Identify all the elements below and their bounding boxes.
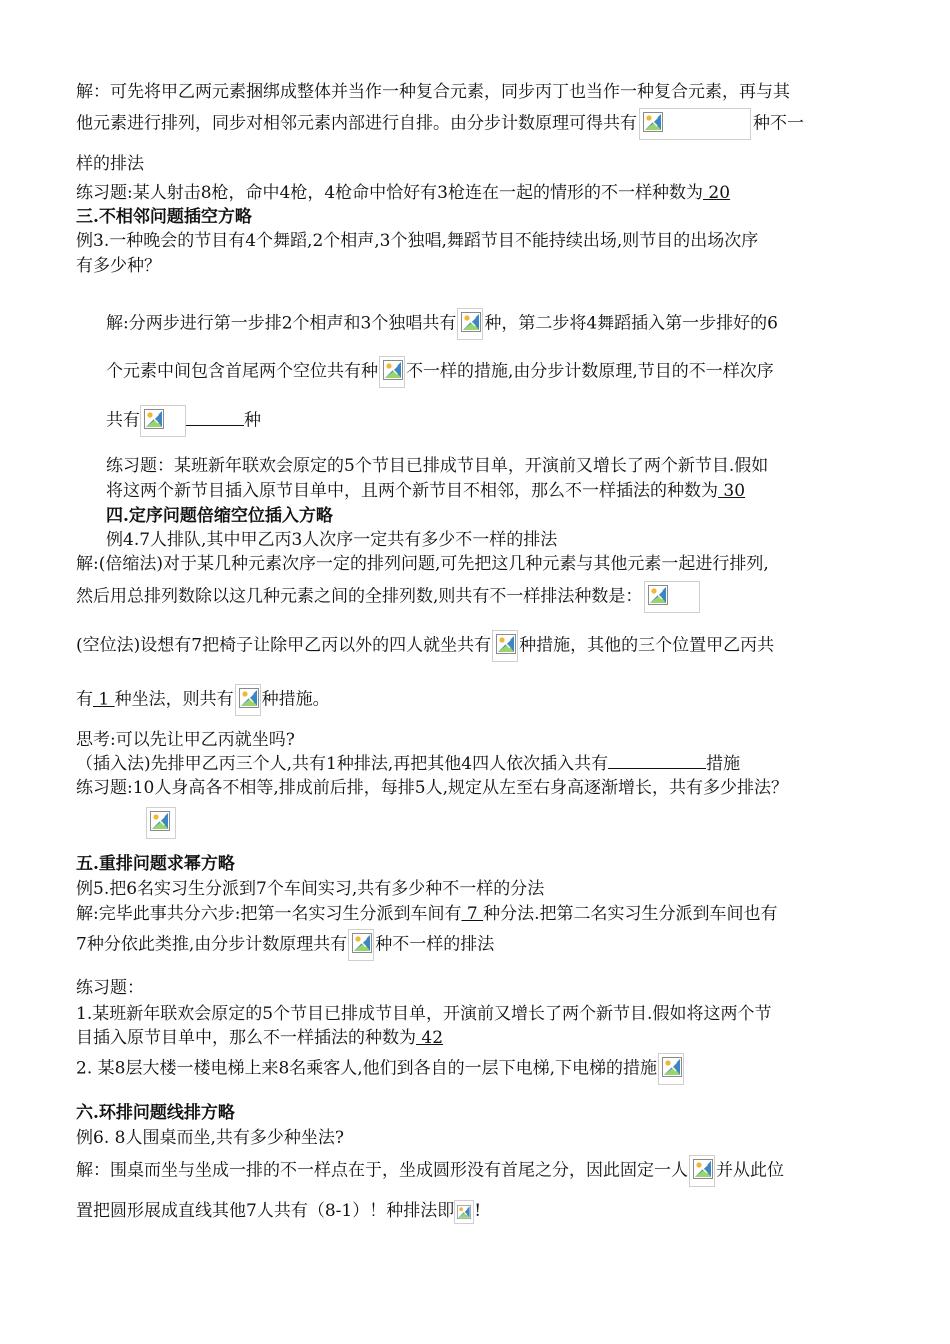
- answer: 30: [718, 481, 746, 501]
- text-line: 将这两个新节目插入原节目单中，且两个新节目不相邻，那么不一样插法的种数为 30: [106, 481, 746, 501]
- text-line: 解:分两步进行第一步排2个相声和3个独唱共有 种，第二步将4舞蹈插入第一步排好的6: [106, 308, 778, 340]
- text-line: 置把圆形展成直线其他7人共有（8-1）！种排法即 !: [76, 1199, 481, 1224]
- broken-image-icon: [689, 1155, 715, 1187]
- text-line: (空位法)设想有7把椅子让除甲乙丙以外的四人就坐共有 种措施，其他的三个位置甲乙丙共: [76, 630, 774, 662]
- broken-image-icon: [140, 405, 186, 437]
- text-line: 目插入原节目单中，那么不一样插法的种数为 42: [76, 1028, 444, 1048]
- text-line: 解：可先将甲乙两元素捆绑成整体并当作一种复合元素，同步丙丁也当作一种复合元素，再与其: [76, 82, 790, 102]
- text-line: 练习题:某人射击8枪，命中4枪，4枪命中恰好有3枪连在一起的情形的不一样种数为 20: [76, 183, 731, 203]
- text-line: 练习题：某班新年联欢会原定的5个节目已排成节目单，开演前又增长了两个新节目.假如: [106, 456, 769, 476]
- text-line: 个元素中间包含首尾两个空位共有种 不一样的措施,由分步计数原理,节目的不一样次序: [106, 356, 774, 388]
- section-heading: 四.定序问题倍缩空位插入方略: [106, 506, 333, 526]
- broken-image-icon: [348, 929, 374, 961]
- text-line: 思考:可以先让甲乙丙就坐吗?: [76, 730, 295, 750]
- text-line: 例6. 8人围桌而坐,共有多少种坐法?: [76, 1128, 344, 1148]
- text-line: 样的排法: [76, 154, 144, 174]
- broken-image-icon: [235, 684, 261, 716]
- answer: 20: [703, 183, 731, 203]
- text-line: 7种分依此类推,由分步计数原理共有 种不一样的排法: [76, 929, 494, 961]
- broken-image-icon: [457, 308, 483, 340]
- text-line: 解：围桌而坐与坐成一排的不一样点在于，坐成圆形没有首尾之分，因此固定一人 并从此位: [76, 1155, 784, 1187]
- section-heading: 六.环排问题线排方略: [76, 1103, 235, 1123]
- text-line: 练习题：: [76, 978, 144, 998]
- answer: 42: [416, 1028, 444, 1048]
- section-heading: 三.不相邻问题插空方略: [76, 207, 252, 227]
- text-line: 解:完毕此事共分六步:把第一名实习生分派到车间有 7 种分法.把第二名实习生分派到车间也有: [76, 904, 778, 924]
- broken-image-icon: [658, 1053, 684, 1085]
- text-line: 例4.7人排队,其中甲乙丙3人次序一定共有多少不一样的排法: [106, 530, 558, 550]
- text-line: 2. 某8层大楼一楼电梯上来8名乘客人,他们到各自的一层下电梯,下电梯的措施: [76, 1053, 684, 1085]
- answer: 7: [461, 904, 484, 924]
- text-line: 例3.一种晚会的节目有4个舞蹈,2个相声,3个独唱,舞蹈节目不能持续出场,则节目的出场次序: [76, 231, 759, 251]
- text-line: 有 1 种坐法，则共有 种措施。: [76, 684, 330, 716]
- text-line: 例5.把6名实习生分派到7个车间实习,共有多少种不一样的分法: [76, 879, 545, 899]
- broken-image-icon: [146, 807, 176, 839]
- broken-image-icon: [454, 1200, 474, 1224]
- answer: 1: [93, 689, 115, 710]
- broken-image-icon: [379, 356, 405, 388]
- text-line: 解:(倍缩法)对于某几种元素次序一定的排列问题,可先把这几种元素与其他元素一起进行排列,: [76, 554, 769, 574]
- text-line: 有多少种？: [76, 256, 161, 276]
- text-line: （插入法)先排甲乙丙三个人,共有1种排法,再把其他4四人依次插入共有 措施: [76, 754, 741, 774]
- broken-image-icon: [492, 630, 518, 662]
- broken-image-icon: [644, 581, 700, 613]
- broken-image-icon: [639, 108, 751, 140]
- text-line: 然后用总排列数除以这几种元素之间的全排列数,则共有不一样排法种数是：: [76, 581, 700, 613]
- text-line: 他元素进行排列，同步对相邻元素内部进行自排。由分步计数原理可得共有 种不一: [76, 108, 804, 140]
- text-line: 1.某班新年联欢会原定的5个节目已排成节目单，开演前又增长了两个新节目.假如将这两个节: [76, 1004, 772, 1024]
- section-heading: 五.重排问题求幂方略: [76, 854, 235, 874]
- text-line: 练习题:10人身高各不相等,排成前后排，每排5人,规定从左至右身高逐渐增长，共有多少排法？: [76, 778, 788, 798]
- text-line: 共有 种: [106, 405, 261, 437]
